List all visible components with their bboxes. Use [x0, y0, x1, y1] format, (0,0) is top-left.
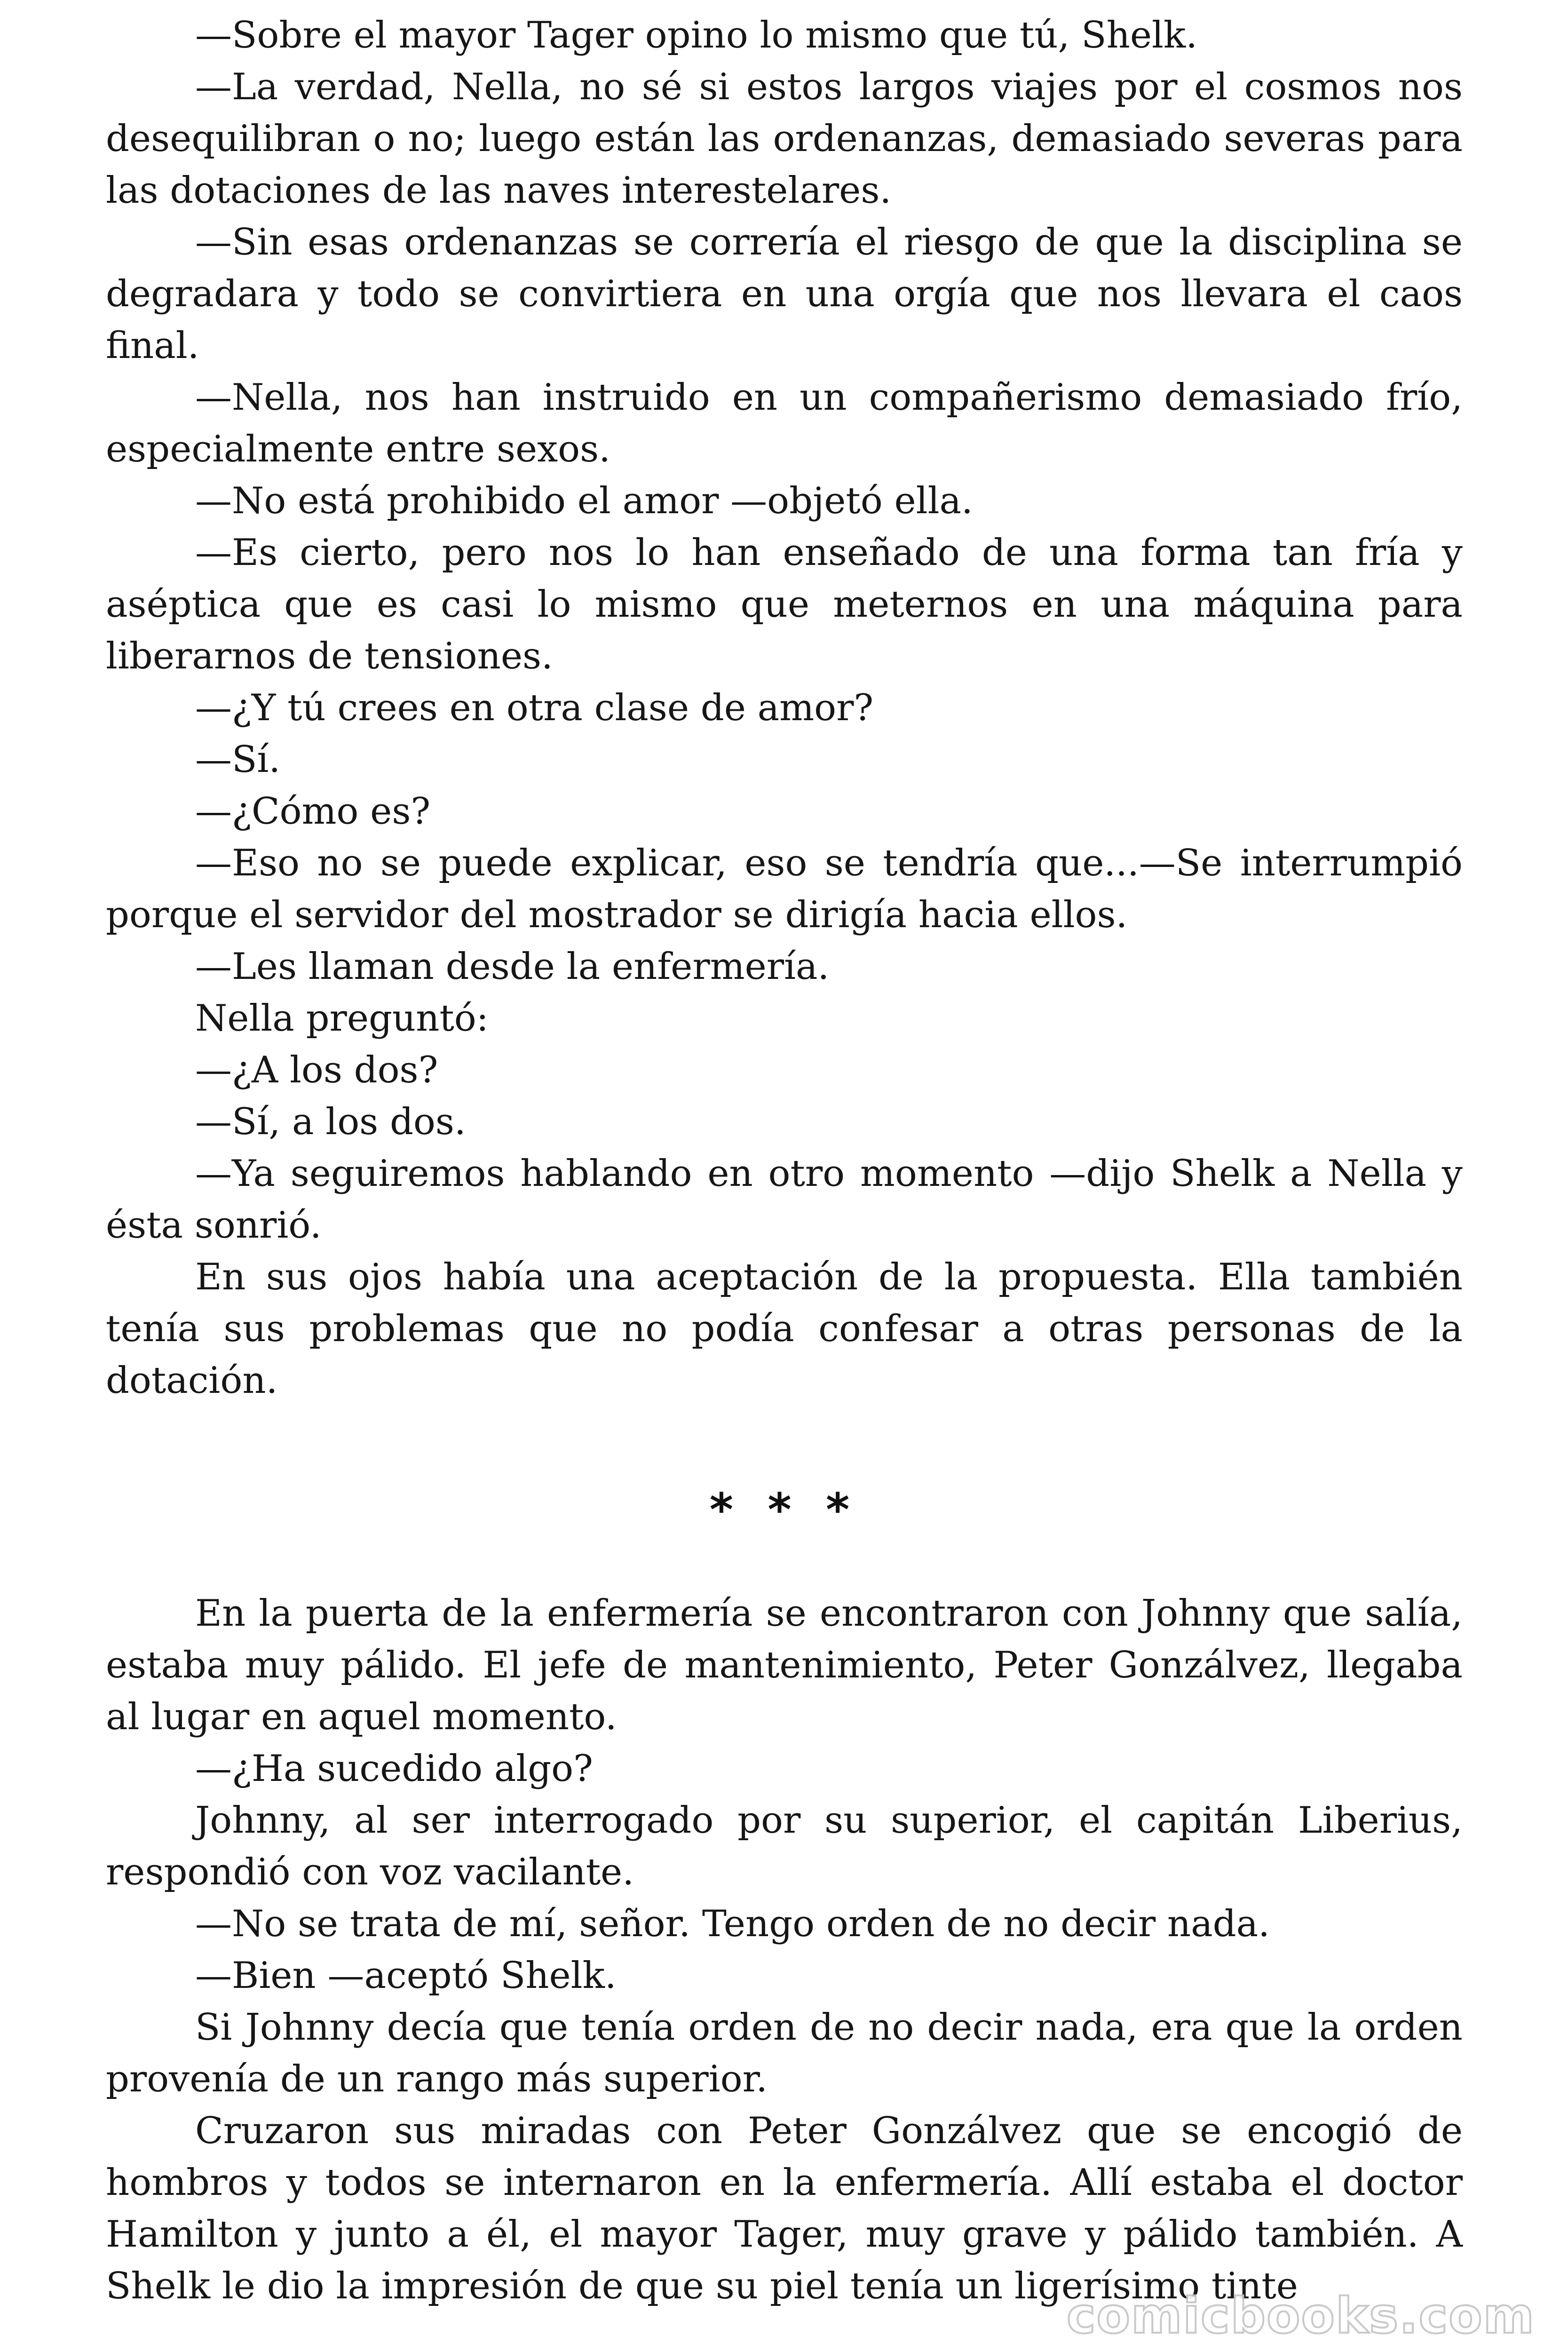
- paragraph: —Ya seguiremos hablando en otro momento —dijo Shelk a Nella y ésta sonrió.: [106, 1152, 1463, 1247]
- paragraph: Nella preguntó:: [195, 997, 489, 1040]
- paragraph: Si Johnny decía que tenía orden de no decir nada, era que la orden provenía de un rango más superior.: [106, 2006, 1463, 2100]
- paragraph: En la puerta de la enfermería se encontraron con Johnny que salía, estaba muy pálido. El jefe de mantenimiento, Peter Gonzálvez, llegaba al lugar en aquel momento.: [106, 1592, 1463, 1738]
- paragraph: En sus ojos había una aceptación de la propuesta. Ella también tenía sus problemas que no podía confesar a otras personas de la dotación.: [106, 1256, 1463, 1402]
- paragraph: —Es cierto, pero nos lo han enseñado de una forma tan fría y aséptica que es casi lo mismo que meternos en una máquina para liberarnos de tensiones.: [106, 532, 1463, 677]
- watermark: comicbooks.com: [1066, 2287, 1535, 2344]
- paragraph: —No se trata de mí, señor. Tengo orden de no decir nada.: [195, 1903, 1270, 1945]
- paragraph: —¿Y tú crees en otra clase de amor?: [195, 687, 874, 729]
- paragraph: —Sí.: [195, 739, 281, 781]
- paragraph: —¿A los dos?: [195, 1049, 438, 1091]
- section-break: * * *: [709, 1484, 859, 1536]
- paragraph: —La verdad, Nella, no sé si estos largos viajes por el cosmos nos desequilibran o no; luego están las ordenanzas, demasiado severas para las dotaciones de las naves interestelares.: [106, 66, 1463, 212]
- paragraph: —¿Ha sucedido algo?: [195, 1748, 593, 1790]
- text-before-break: [106, 9, 1463, 1406]
- book-page: [106, 9, 1463, 2312]
- paragraph: —Sí, a los dos.: [195, 1101, 466, 1143]
- paragraph: Cruzaron sus miradas con Peter Gonzálvez que se encogió de hombros y todos se internaron en la enfermería. Allí estaba el doctor Hamilton y junto a él, el mayor Tager, muy grave y pálido también. A Shelk le dio la impresión de que su piel tenía un ligerísimo tinte: [106, 2110, 1463, 2307]
- paragraph: —Nella, nos han instruido en un compañerismo demasiado frío, especialmente entre sexos.: [106, 376, 1463, 470]
- paragraph: —No está prohibido el amor —objetó ella.: [195, 480, 973, 522]
- text-after-break: [106, 1588, 1463, 2312]
- paragraph: —Eso no se puede explicar, eso se tendría que...—Se interrumpió porque el servidor del mostrador se dirigía hacia ellos.: [106, 842, 1463, 936]
- paragraph: —Sin esas ordenanzas se correría el riesgo de que la disciplina se degradara y todo se convirtiera en una orgía que nos llevara el caos final.: [106, 221, 1463, 367]
- paragraph: —Les llaman desde la enfermería.: [195, 946, 830, 988]
- paragraph: —¿Cómo es?: [195, 790, 431, 833]
- paragraph: —Bien —aceptó Shelk.: [195, 1955, 617, 1997]
- paragraph: Johnny, al ser interrogado por su superior, el capitán Liberius, respondió con voz vacilante.: [106, 1799, 1463, 1893]
- paragraph: —Sobre el mayor Tager opino lo mismo que tú, Shelk.: [195, 14, 1197, 56]
